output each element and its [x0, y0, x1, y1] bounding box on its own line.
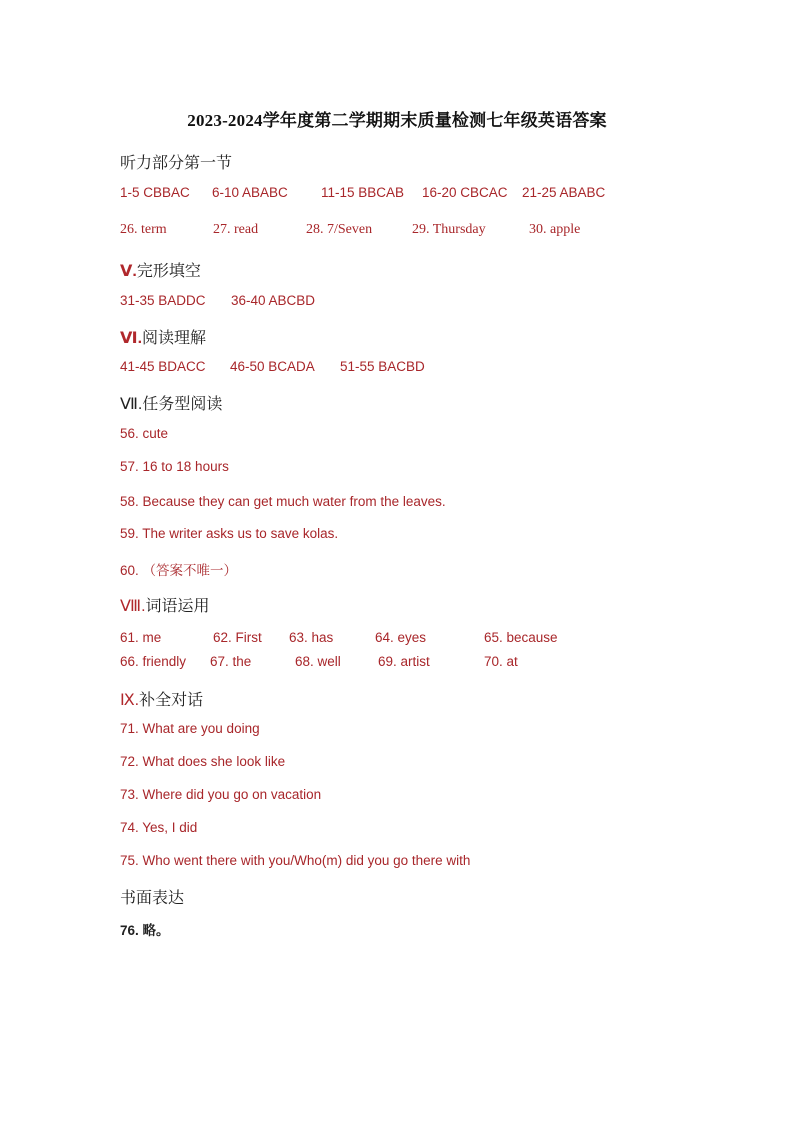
section-heading-cloze: [120, 258, 201, 281]
section-title: 词语运用: [145, 598, 210, 615]
answer-item: 70. at: [484, 654, 518, 669]
answer-56: 56. cute: [120, 426, 169, 441]
answer-75: 75. Who went there with you/Who(m) did you go there with: [120, 853, 471, 868]
answer-item: 66. friendly: [120, 654, 187, 669]
answer-group: 21-25 ABABC: [522, 185, 606, 200]
section-number: Ⅸ.: [120, 692, 140, 709]
section-number: Ⅶ.: [120, 396, 143, 413]
answer-item: 29. Thursday: [412, 222, 486, 237]
answer-item: 27. read: [213, 222, 259, 237]
answer-76: 76. 略。: [120, 923, 170, 938]
answer-group: 46-50 BCADA: [230, 359, 315, 374]
answer-item: 26. term: [120, 222, 167, 237]
answer-60: 60. （答案不唯一）: [120, 563, 238, 578]
answer-item: 30. apple: [529, 222, 581, 237]
answer-57: 57. 16 to 18 hours: [120, 459, 229, 474]
answer-group: 11-15 BBCAB: [321, 185, 405, 200]
answer-item: 64. eyes: [375, 630, 427, 645]
section-heading-dialogue: [120, 687, 203, 710]
answer-group: 6-10 ABABC: [212, 185, 288, 200]
answer-71: 71. What are you doing: [120, 721, 260, 736]
answer-group: 1-5 CBBAC: [120, 185, 190, 200]
answer-item: 63. has: [289, 630, 334, 645]
section-heading-vocab: [120, 593, 210, 616]
section-heading-writing: 书面表达: [120, 890, 185, 907]
answer-item: 62. First: [213, 630, 262, 645]
section-number: Ⅴ.: [120, 263, 137, 280]
answer-58: 58. Because they can get much water from the leaves.: [120, 494, 446, 509]
answer-74: 74. Yes, I did: [120, 820, 198, 835]
answer-item: 67. the: [210, 654, 252, 669]
answer-item: 28. 7/Seven: [306, 222, 373, 237]
section-heading-task-reading: [120, 391, 222, 414]
answer-item: 65. because: [484, 630, 558, 645]
answer-item: 61. me: [120, 630, 162, 645]
section-title: 补全对话: [139, 692, 204, 709]
answer-73: 73. Where did you go on vacation: [120, 787, 322, 802]
section-heading-reading: [120, 325, 206, 348]
answer-group: 51-55 BACBD: [340, 359, 425, 374]
answer-59: 59. The writer asks us to save kolas.: [120, 526, 339, 541]
section-title: 阅读理解: [142, 330, 207, 347]
answer-72: 72. What does she look like: [120, 754, 286, 769]
section-number: Ⅷ.: [120, 598, 146, 615]
answer-group: 41-45 BDACC: [120, 359, 206, 374]
answer-item: 68. well: [295, 654, 341, 669]
answer-item: 69. artist: [378, 654, 430, 669]
section-number: Ⅵ.: [120, 330, 143, 347]
section-heading-listening: 听力部分第一节: [120, 155, 233, 172]
section-title: 任务型阅读: [142, 396, 223, 413]
answer-group: 36-40 ABCBD: [231, 293, 316, 308]
answer-group: 31-35 BADDC: [120, 293, 206, 308]
section-title: 完形填空: [136, 263, 201, 280]
answer-group: 16-20 CBCAC: [422, 185, 508, 200]
page-title: 2023-2024学年度第二学期期末质量检测七年级英语答案: [187, 111, 607, 130]
